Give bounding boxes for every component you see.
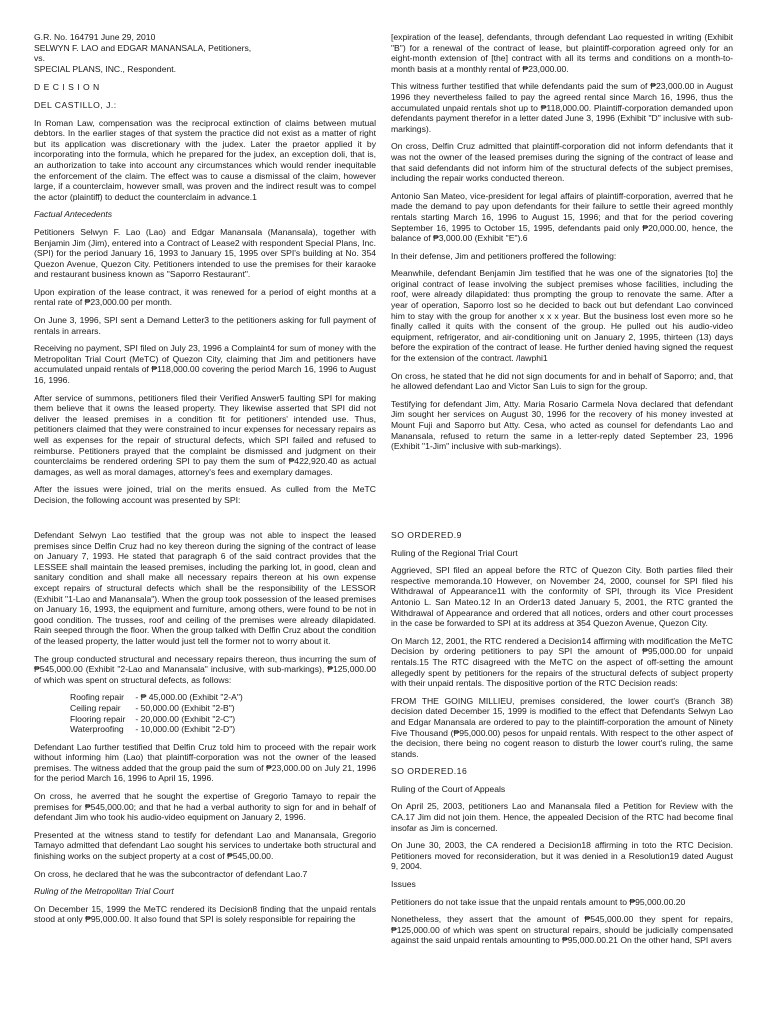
paragraph: Testifying for defendant Jim, Atty. Maria Rosario Carmela Nova declared that defendant Jim sought her services on August 30, 1996 for the recovery of his money invested at Mount Fuji and Saporro but Atty. Cesa, who acted as counsel for defendants Lao and Manansala, refused to return the same in a letter-reply dated September 23, 1996 (Exhibit "1-Jim" inclusive with sub-markings). [391,398,733,452]
paragraph: Receiving no payment, SPI filed on July 23, 1996 a Complaint4 for sum of money with the Metropolitan Trial Court (MeTC) of Quezon City, claiming that Jim and petitioners have accumulated unpaid rentals of ₱118,000.00 covering the period March 16, 1996 to August 16, 1996. [34,343,376,386]
case-number: G.R. No. 164791 June 29, 2010 [34,32,156,42]
paragraph: After the issues were joined, trial on the merits ensued. As culled from the MeTC Decision, the following account was presented by SPI: [34,484,376,505]
paragraph: The group conducted structural and necessary repairs thereon, thus incurring the sum of ₱545,000.00 (Exhibit "2-Lao and Manansala" inclusive, with sub-markings), ₱125,000.00 of which was spent on structural defects, as follows: [34,653,376,685]
section-heading-rtc: Ruling of the Regional Trial Court [391,547,518,558]
repairs-table [70,692,253,734]
paragraph: Antonio San Mateo, vice-president for legal affairs of plaintiff-corporation, averred that he made the demand to pay upon defendants for their failure to settle their agreed monthly rentals starting March 16, 1996 to August 15, 1996; and that for the period covering September 16, 1995 to October 15, 1995, defendants paid only ₱20,000.00, hence, the balance of ₱3,000.00 (Exhibit "E").6 [391,190,733,244]
versus-line: vs. [34,53,45,64]
paragraph: Meanwhile, defendant Benjamin Jim testified that he was one of the signatories [to] the original contract of lease involving the subject premises whose facilities, including the roof, were already dilapidated: thus prompting the group to renovate the same. After a year of operation, Saporro lost so he decided to back out but defendant Lao convinced him to stay with the group for another x x x year. But the business lost even more so he finally called it quits with the consent of the group. He pulled out his audio-video equipment, refrigerator, and air-conditioning unit on January 2, 1995, thirteen (13) days before the expiration of the contract of lease. He further denied having signed the request for the extension of the contract. /lawphi1 [391,268,733,364]
paragraph: Presented at the witness stand to testify for defendant Lao and Manansala, Gregorio Tamayo admitted that defendant Lao sought his services to undertake both structural and finishing works on the subject property at a cost of ₱545,00.00. [34,829,376,862]
repair-item: Roofing repair [70,692,124,703]
paragraph: On June 30, 2003, the CA rendered a Decision18 affirming in toto the RTC Decision. Petitioners moved for reconsideration, but it was denied in a Resolution19 dated August 9, 2004. [391,840,733,872]
section-heading-issues: Issues [391,879,416,890]
top-left-column [34,32,376,512]
top-right-column [391,32,733,459]
bottom-right-column [391,530,733,953]
paragraph: On cross, he declared that he was the subcontractor of defendant Lao.7 [34,868,308,879]
paragraph: In Roman Law, compensation was the reciprocal extinction of claims between mutual debtors. In the earlier stages of that system the practice did not exist as a matter of right but its application was discretionary with the judex. Later the praetor applied it by incorporating into the formula, which he prepared for the judex, an exception doli, that is, an authorization to take into account any circumstances which would render inequitable the enforcement of the claim. The effect was to cause a dismissal of the claim, however large, if a counterclaim, however small, was proven and the indirect result was to compel the actor (plaintiff) to deduct the counterclaim in advance.1 [34,117,376,202]
page-top [0,0,768,512]
ponente: DEL CASTILLO, J.: [34,99,117,110]
paragraph: Aggrieved, SPI filed an appeal before the RTC of Quezon City. Both parties filed their respective memoranda.10 However, on November 24, 2000, counsel for SPI filed his Withdrawal of Appearance11 with the conformity of SPI, through its Vice President Antonio L. San Mateo.12 In an Order13 dated January 5, 2001, the RTC granted the Withdrawal of Appearance and ordered that all notices, orders and other court processes in the case be forwarded to SPI at its address at 354 Quezon Avenue, Quezon City. [391,565,733,629]
paragraph: In their defense, Jim and petitioners proffered the following: [391,250,617,261]
table-row [70,724,253,735]
bottom-left-column [34,530,376,932]
repair-item: Ceiling repair [70,702,121,713]
paragraph: On April 25, 2003, petitioners Lao and Manansala filed a Petition for Review with the CA.17 Jim did not join them. Hence, the appealed Decision of the RTC had become final insofar as Jim is concerned. [391,801,733,833]
petitioners-line: SELWYN F. LAO and EDGAR MANANSALA, Petitioners, [34,42,252,53]
paragraph: FROM THE GOING MILLIEU, premises considered, the lower court's (Branch 38) decision dated December 15, 1999 is modified to the effect that Defendants Selwyn Lao and Edgar Manansala are ordered to pay to the plaintiff-corporation the amount of Ninety Five Thousand (₱95,000.00) pesos for unpaid rentals. With respect to the other aspect of the decision, there being no cogent reason to disturb the lower court's ruling, the same stands. [391,695,733,759]
table-row [70,692,253,703]
so-ordered: SO ORDERED.9 [391,530,462,540]
so-ordered: SO ORDERED.16 [391,766,468,777]
paragraph: Defendant Selwyn Lao testified that the group was not able to inspect the leased premises since Delfin Cruz had no key thereon during the signing of the contract of lease on January 7, 1993. He stated that paragraph 6 of the said contract provides that the LESSEE shall maintain the leased premises, including the parking lot, in good, clean and sanitary condition and shall make all necessary repairs thereon at his own expense except repairs of structural defects which shall be the responsibility of the LESSOR (Exhibit "1-Lao and Manansala"). When the group took possession of the leased premises on January 16, 1993, the equipment and furniture, among others, were found to be not in good condition. The trusses, roof and ceiling of the premises were already dilapidated. Rain seeped through the floor. When the group talked with Delfin Cruz about the condition of the leased property, the latter would just tell the former not to worry about it. [34,530,376,646]
repair-amount: - 50,000.00 (Exhibit "2-B") [135,702,235,713]
table-row [70,703,253,714]
paragraph: On cross, he stated that he did not sign documents for and in behalf of Saporro; and, that he allowed defendant Lao and Victor San Luis to sign for the group. [391,370,733,392]
section-heading-metc: Ruling of the Metropolitan Trial Court [34,886,174,897]
paragraph: [expiration of the lease], defendants, through defendant Lao requested in writing (Exhibit "B") for a renewal of the contract of lease, but plaintiff-corporation agreed only for an eight-month extension of [the] contract with all its terms and conditions on a month-to-month basis at a monthly rental of ₱23,000.00. [391,32,733,74]
respondent-line: SPECIAL PLANS, INC., Respondent. [34,63,177,74]
paragraph: On December 15, 1999 the MeTC rendered its Decision8 finding that the unpaid rentals stood at only ₱95,000.00. It also found that SPI is solely responsible for repairing the [34,903,376,925]
paragraph: On June 3, 1996, SPI sent a Demand Letter3 to the petitioners asking for full payment of rentals in arrears. [34,315,376,336]
repair-item: Flooring repair [70,713,126,724]
table-row [70,714,253,725]
paragraph: Nonetheless, they assert that the amount of ₱545,000.00 they spent for repairs, ₱125,000.00 of which was spent on structural repairs, should be judicially compensated against the said unpaid rentals amounting to ₱95,000.00.21 On the other hand, SPI avers [391,914,733,946]
paragraph: After service of summons, petitioners filed their Verified Answer5 faulting SPI for making them believe that it owns the leased property. They likewise asserted that SPI did not deliver the leased premises in a condition fit for petitioners' intended use. Thus, petitioners claimed that they were constrained to incur expenses for necessary repairs as well as expenses for the repair of structural defects, which SPI failed and refused to reimburse. Petitioners prayed that the complaint be dismissed and judgment on their counterclaims be rendered ordering SPI to pay them the sum of ₱422,920.40 as actual damages, as well as moral damages, attorney's fees and exemplary damages. [34,392,376,477]
paragraph: This witness further testified that while defendants paid the sum of ₱23,000.00 in August 1996 they nevertheless failed to pay the agreed rental since March 16, 1996, thus the accumulated unpaid rentals shot up to ₱118,000.00. Plaintiff-corporation demanded upon defendants payment therefor in a letter dated June 3, 1996 (Exhibit "D" inclusive with sub-markings). [391,81,733,134]
repair-amount: - 20,000.00 (Exhibit "2-C") [135,713,236,724]
paragraph: Defendant Lao further testified that Delfin Cruz told him to proceed with the repair work without informing him (Lao) that plaintiff-corporation was not the owner of the leased premises. The witness added that the group paid the sum of ₱23,000.00 on July 21, 1996 for the period March 16, 1996 to April 15, 1996. [34,741,376,784]
paragraph: On March 12, 2001, the RTC rendered a Decision14 affirming with modification the MeTC Decision by ordering petitioners to pay SPI the amount of ₱95,000.00 for unpaid rentals.15 The RTC disagreed with the MeTC on the aspect of off-setting the amount allegedly spent by petitioners for the repairs of the structural defects of subject property with their unpaid rentals. The dispositive portion of the RTC Decision reads: [391,635,733,689]
paragraph: Upon expiration of the lease contract, it was renewed for a period of eight months at a rental rate of ₱23,000.00 per month. [34,286,376,308]
paragraph: On cross, he averred that he sought the expertise of Gregorio Tamayo to repair the premises for ₱545,000.00; and that he had a verbal authority to sign for and in behalf of defendant Jim who took his audio-video equipment on January 2, 1996. [34,791,376,823]
paragraph: Petitioners do not take issue that the unpaid rentals amount to ₱95,000.00.20 [391,896,686,907]
paragraph: Petitioners Selwyn F. Lao (Lao) and Edgar Manansala (Manansala), together with Benjamin Jim (Jim), entered into a Contract of Lease2 with respondent Special Plans, Inc. (SPI) for the period January 16, 1993 to January 15, 1995 over SPI's building at No. 354 Quezon Avenue, Quezon City. Petitioners intended to use the premises for their karaoke and restaurant business known as "Saporro Restaurant". [34,226,376,280]
section-heading-factual-antecedents: Factual Antecedents [34,209,113,220]
repair-item: Waterproofing [70,724,124,735]
paragraph: On cross, Delfin Cruz admitted that plaintiff-corporation did not inform defendants that it was not the owner of the leased premises during the signing of the contract of lease and that said defendants did not inform him of the structural defects of the subject premises, including the repair works conducted thereon. [391,141,733,184]
section-heading-ca: Ruling of the Court of Appeals [391,783,506,794]
repair-amount: - 10,000.00 (Exhibit "2-D") [135,724,236,735]
repair-amount: - ₱ 45,000.00 (Exhibit "2-A") [135,692,243,703]
decision-heading: D E C I S I O N [34,82,100,93]
page-bottom [0,512,768,1030]
